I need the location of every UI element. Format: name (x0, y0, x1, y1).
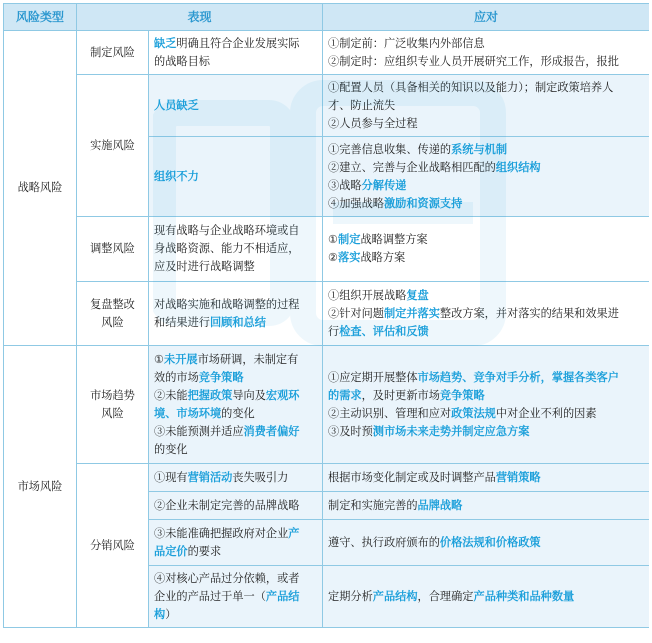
cell-text: 的变化 (154, 442, 188, 456)
cell-text: 市场研调，未制定有 (197, 352, 299, 366)
highlight-text: 品牌战略 (417, 498, 463, 512)
cell-line (328, 323, 644, 341)
manifest-r5 (149, 282, 323, 346)
manifest-r9 (149, 520, 323, 566)
response-r5 (323, 282, 649, 346)
cell-line (154, 168, 317, 186)
highlight-text: 宏观环 (265, 388, 300, 402)
cell-line (154, 258, 317, 276)
cell-text: 制定和实施完善的 (328, 498, 418, 512)
cell-text: ③未能准确把握政府对企业 (154, 526, 289, 540)
highlight-text: 产品结构 (372, 589, 418, 603)
cell-text: 才、防止流失 (328, 98, 396, 112)
cell-text: 的变化 (221, 406, 255, 420)
highlight-text: 缺乏 (154, 36, 177, 50)
cell-line (154, 441, 317, 459)
cell-line (154, 296, 317, 314)
cell-line (328, 423, 644, 441)
header-response: 应对 (323, 4, 649, 31)
cell-text: ① (328, 233, 339, 246)
manifest-r2 (149, 75, 323, 137)
cell-line (328, 79, 644, 97)
manifest-r1 (149, 31, 323, 75)
cell-line (328, 195, 644, 213)
cell-line (154, 543, 317, 561)
cell-text: ①制定前：广泛收集内外部信息 (328, 36, 485, 50)
cell-text: ②制定时：应组织专业人员开展研究工作，形成报告，报批 (328, 54, 619, 68)
cell-line (328, 115, 644, 133)
cell-text: ②建立、完善与企业战略相匹配的 (328, 160, 496, 174)
highlight-text: 人员缺乏 (154, 98, 199, 112)
cell-line (154, 570, 317, 588)
cell-text: 现有战略与企业战略环境或自 (154, 224, 300, 237)
highlight-text: 产 (288, 526, 300, 540)
header-risk-type: 风险类型 (4, 4, 77, 31)
cell-text: ①应定期开展整体 (328, 370, 418, 384)
manifest-r10 (149, 566, 323, 628)
cell-line (328, 177, 644, 195)
cell-text: 根据市场变化制定或及时调整产品 (328, 470, 496, 484)
cell-line (154, 97, 317, 115)
cell-text: 导向及 (232, 388, 266, 402)
cell-text: 战略调整方案 (360, 233, 428, 246)
cell-line (154, 606, 317, 624)
response-r3 (323, 137, 649, 217)
highlight-text: 激励和资源支持 (383, 196, 463, 210)
highlight-text: 品定价 (154, 544, 188, 558)
highlight-text: 竞争策略 (198, 370, 244, 384)
cell-line (154, 525, 317, 543)
cell-text: ②人员参与全过程 (328, 116, 418, 130)
table-row (4, 464, 650, 492)
subtype-implementation: 实施风险 (77, 75, 149, 217)
cell-line (154, 497, 317, 515)
cell-text: ③战略 (328, 178, 362, 192)
highlight-text: 系统与机制 (451, 142, 508, 156)
highlight-text: 产品结 (265, 589, 300, 603)
highlight-text: 回顾和总结 (209, 315, 266, 329)
cell-text: 应及时进行战略调整 (154, 260, 255, 273)
cell-text: ③未能预测并适应 (154, 424, 244, 438)
cell-text: ②企业未制定完善的品牌战略 (154, 498, 300, 512)
cell-line (328, 35, 644, 53)
header-manifestation: 表现 (77, 4, 323, 31)
cell-text: 行 (328, 324, 340, 338)
cell-line (154, 588, 317, 606)
highlight-text: 检查、评估和反馈 (339, 324, 429, 338)
highlight-text: 未开展 (164, 352, 198, 366)
highlight-text: 境、市场环境 (154, 406, 222, 420)
subtype-adjustment: 调整风险 (77, 217, 149, 282)
highlight-text: 的需求 (328, 388, 362, 402)
manifest-r4 (149, 217, 323, 282)
highlight-text: 分解传递 (361, 178, 407, 192)
table-row (4, 75, 650, 137)
highlight-text: 组织不力 (154, 169, 199, 183)
cell-line (328, 369, 644, 387)
subtype-market-trend-line1: 市场趋势 (90, 388, 135, 402)
subtype-formulation: 制定风险 (77, 31, 149, 75)
cell-line (328, 497, 644, 515)
cell-text: ③及时预 (328, 424, 373, 438)
highlight-text: 政策法规 (451, 406, 496, 420)
cell-text: 身战略资源、能力不相适应， (154, 242, 300, 255)
response-r7 (323, 464, 649, 492)
cell-line (328, 387, 644, 405)
response-r8 (323, 492, 649, 520)
cell-text: ②主动识别、管理和应对 (328, 406, 452, 420)
manifest-r7 (149, 464, 323, 492)
table-row (4, 282, 650, 346)
response-r4 (323, 217, 649, 282)
cell-text: 效的市场 (154, 370, 199, 384)
cell-line (328, 159, 644, 177)
cell-text: ④对核心产品过分依赖，或者 (154, 571, 300, 585)
subtype-market-trend (77, 346, 149, 464)
manifest-r3 (149, 137, 323, 217)
cell-line (328, 231, 644, 249)
cell-text: 企业的产品过于单一（ (154, 589, 266, 603)
highlight-text: 制定并落实 (383, 306, 440, 320)
manifest-r6 (149, 346, 323, 464)
cell-line (154, 222, 317, 240)
cell-text: ④加强战略 (328, 196, 384, 210)
cell-text: 遵守、执行政府颁布的 (328, 535, 440, 549)
response-r10 (323, 566, 649, 628)
highlight-text: 市场趋势、竞争对手分析，掌握各类客户 (417, 370, 619, 384)
highlight-text: 消费者偏好 (243, 424, 300, 438)
cell-line (154, 405, 317, 423)
subtype-review (77, 282, 149, 346)
cell-text: ①现有 (154, 470, 188, 484)
cell-text: ② (328, 251, 339, 264)
highlight-text: 组织结构 (495, 160, 541, 174)
cell-text: ②未能 (154, 388, 188, 402)
cell-text: 中对企业不利的因素 (495, 406, 597, 420)
group-strategy-risk: 战略风险 (4, 31, 77, 346)
cell-text: ） (165, 607, 177, 621)
cell-text: 战略方案 (360, 251, 406, 264)
response-r6 (323, 346, 649, 464)
response-r9 (323, 520, 649, 566)
cell-line (154, 240, 317, 258)
cell-line (328, 305, 644, 323)
cell-line (328, 141, 644, 159)
cell-text: 明确且符合企业发展实际 (176, 36, 300, 50)
response-r1 (323, 31, 649, 75)
table-row (4, 346, 650, 464)
cell-text: ，及时更新市场 (361, 388, 440, 402)
cell-line (154, 53, 317, 71)
highlight-text: 竞争策略 (439, 388, 485, 402)
cell-text: 对战略实施和战略调整的过程 (154, 297, 300, 311)
highlight-text: 产品种类和品种数量 (473, 589, 575, 603)
cell-text: ②针对问题 (328, 306, 384, 320)
cell-text: 丧失吸引力 (232, 470, 289, 484)
subtype-review-line2: 风险 (101, 315, 124, 329)
cell-text: 定期分析 (328, 589, 373, 603)
highlight-text: 营销策略 (495, 470, 541, 484)
highlight-text: 营销活动 (187, 470, 233, 484)
cell-text: ① (154, 352, 165, 366)
response-r2 (323, 75, 649, 137)
subtype-distribution: 分销风险 (77, 464, 149, 628)
cell-line (328, 287, 644, 305)
cell-line (328, 405, 644, 423)
cell-line (154, 387, 317, 405)
highlight-text: 落实 (338, 251, 361, 264)
table-row (4, 217, 650, 282)
manifest-r8 (149, 492, 323, 520)
cell-line (154, 369, 317, 387)
cell-line (328, 469, 644, 487)
highlight-text: 构 (154, 607, 166, 621)
cell-text: ①配置人员（具备相关的知识以及能力）；制定政策培养人 (328, 80, 614, 94)
cell-text: 和结果进行 (154, 315, 210, 329)
cell-line (154, 423, 317, 441)
cell-text: ①完善信息收集、传递的 (328, 142, 452, 156)
cell-line (154, 351, 317, 369)
highlight-text: 把握政策 (187, 388, 233, 402)
cell-text: 整改方案，并对落实的结果和效果进 (439, 306, 619, 320)
cell-line (328, 53, 644, 71)
group-market-risk: 市场风险 (4, 346, 77, 628)
cell-line (154, 314, 317, 332)
highlight-text: 价格法规和价格政策 (439, 535, 541, 549)
cell-line (154, 35, 317, 53)
cell-line (328, 249, 644, 267)
cell-line (328, 97, 644, 115)
cell-text: 的战略目标 (154, 54, 210, 68)
cell-text: 的要求 (187, 544, 222, 558)
cell-text: ，合理确定 (417, 589, 474, 603)
cell-text: ①组织开展战略 (328, 288, 407, 302)
cell-line (328, 534, 644, 552)
table-header-row (4, 4, 650, 31)
subtype-market-trend-line2: 风险 (101, 406, 124, 420)
highlight-text: 测市场未来走势并制定应急方案 (372, 424, 530, 438)
highlight-text: 复盘 (406, 288, 429, 302)
cell-line (328, 588, 644, 606)
risk-table-container (3, 3, 649, 639)
highlight-text: 制定 (338, 233, 361, 246)
risk-table (3, 3, 649, 628)
subtype-review-line1: 复盘整改 (90, 297, 135, 311)
table-row (4, 31, 650, 75)
cell-line (154, 469, 317, 487)
